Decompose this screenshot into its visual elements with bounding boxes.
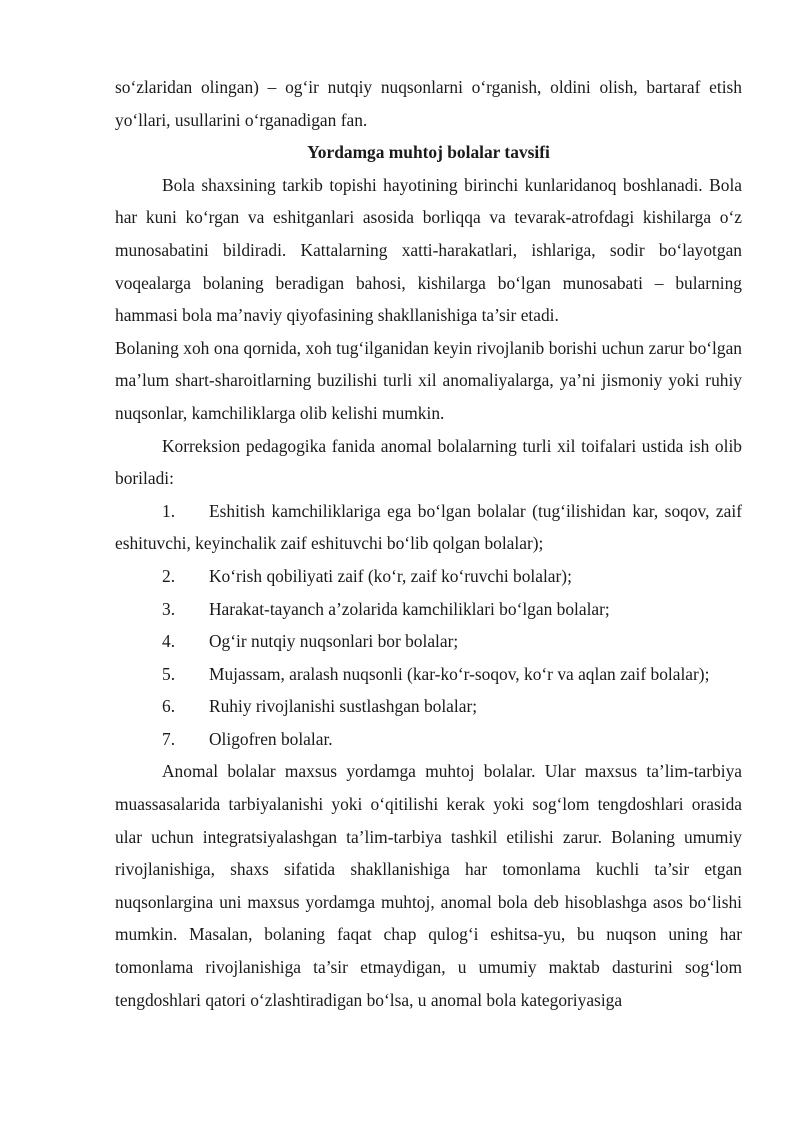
- list-number: 5.: [162, 663, 176, 684]
- list-item: [115, 495, 742, 560]
- list-text: Ko‘rish qobiliyati zaif (ko‘r, zaif ko‘ruvchi bolalar);: [209, 565, 572, 586]
- list-item: [115, 658, 742, 691]
- list-text: Og‘ir nutqiy nuqsonlari bor bolalar;: [209, 631, 459, 652]
- intro-paragraph: so‘zlaridan olingan) – og‘ir nutqiy nuqsonlarni o‘rganish, oldini olish, bartaraf etish yo‘llari, usullarini o‘rganadigan fan.: [115, 77, 742, 130]
- document-page: [115, 71, 742, 1016]
- list-number: 4.: [162, 631, 176, 652]
- list-item: [115, 593, 742, 626]
- list-text: Oligofren bolalar.: [209, 728, 333, 749]
- paragraph-2: Bolaning xoh ona qornida, xoh tug‘ilganidan keyin rivojlanib borishi uchun zarur bo‘lgan ma’lum shart-sharoitlarning buzilishi turli xil anomaliyalarga, ya’ni jismoniy yoki ruhiy nuqsonlar, kamchiliklarga olib kelishi mumkin.: [115, 337, 742, 423]
- paragraph-1: Bola shaxsining tarkib topishi hayotining birinchi kunlaridanoq boshlanadi. Bola har kuni ko‘rgan va eshitganlari asosida borliqqa va tevarak-atrofdagi kishilarga o‘z munosabatini bildiradi. Kattalarning xatti-harakatlari, ishlariga, sodir bo‘layotgan voqealarga bolaning beradigan bahosi, kishilarga bo‘lgan munosabati – bularning hammasi bola ma’naviy qiyofasining shakllanishiga ta’sir etadi.: [115, 174, 742, 326]
- category-list: [115, 495, 742, 756]
- list-text: Eshitish kamchiliklariga ega bo‘lgan bolalar (tug‘ilishidan kar, soqov, zaif eshituvchi, keyinchalik zaif eshituvchi bo‘lib qolgan bolalar);: [115, 500, 742, 554]
- list-item: [115, 625, 742, 658]
- list-item: [115, 690, 742, 723]
- list-item: [115, 560, 742, 593]
- list-number: 7.: [162, 728, 176, 749]
- paragraph-3: Korreksion pedagogika fanida anomal bolalarning turli xil toifalari ustida ish olib boriladi:: [115, 435, 742, 489]
- list-number: 6.: [162, 696, 176, 717]
- list-text: Ruhiy rivojlanishi sustlashgan bolalar;: [209, 696, 478, 717]
- list-text: Harakat-tayanch a’zolarida kamchiliklari bo‘lgan bolalar;: [209, 598, 610, 619]
- list-number: 3.: [162, 598, 176, 619]
- paragraph-4: Anomal bolalar maxsus yordamga muhtoj bolalar. Ular maxsus ta’lim-tarbiya muassasalarida tarbiyalanishi yoki o‘qitilishi kerak yoki sog‘lom tengdoshlari orasida ular uchun integratsiyalashgan ta’lim-tarbiya tashkil etilishi zarur. Bolaning umumiy rivojlanishiga, shaxs sifatida shakllanishiga har tomonlama kuchli ta’sir etgan nuqsonlargina uni maxsus yordamga muhtoj, anomal bola deb hisoblashga asos bo‘lishi mumkin. Masalan, bolaning faqat chap qulog‘i eshitsa-yu, bu nuqson uning har tomonlama rivojlanishiga ta’sir etmaydigan, u umumiy maktab dasturini sog‘lom tengdoshlari qatori o‘zlashtiradigan bo‘lsa, u anomal bola kategoriyasiga: [115, 761, 742, 1010]
- list-text: Mujassam, aralash nuqsonli (kar-ko‘r-soqov, ko‘r va aqlan zaif bolalar);: [209, 663, 710, 684]
- list-item: [115, 723, 742, 756]
- section-heading: Yordamga muhtoj bolalar tavsifi: [307, 142, 550, 163]
- list-number: 2.: [162, 565, 176, 586]
- list-number: 1.: [162, 500, 176, 521]
